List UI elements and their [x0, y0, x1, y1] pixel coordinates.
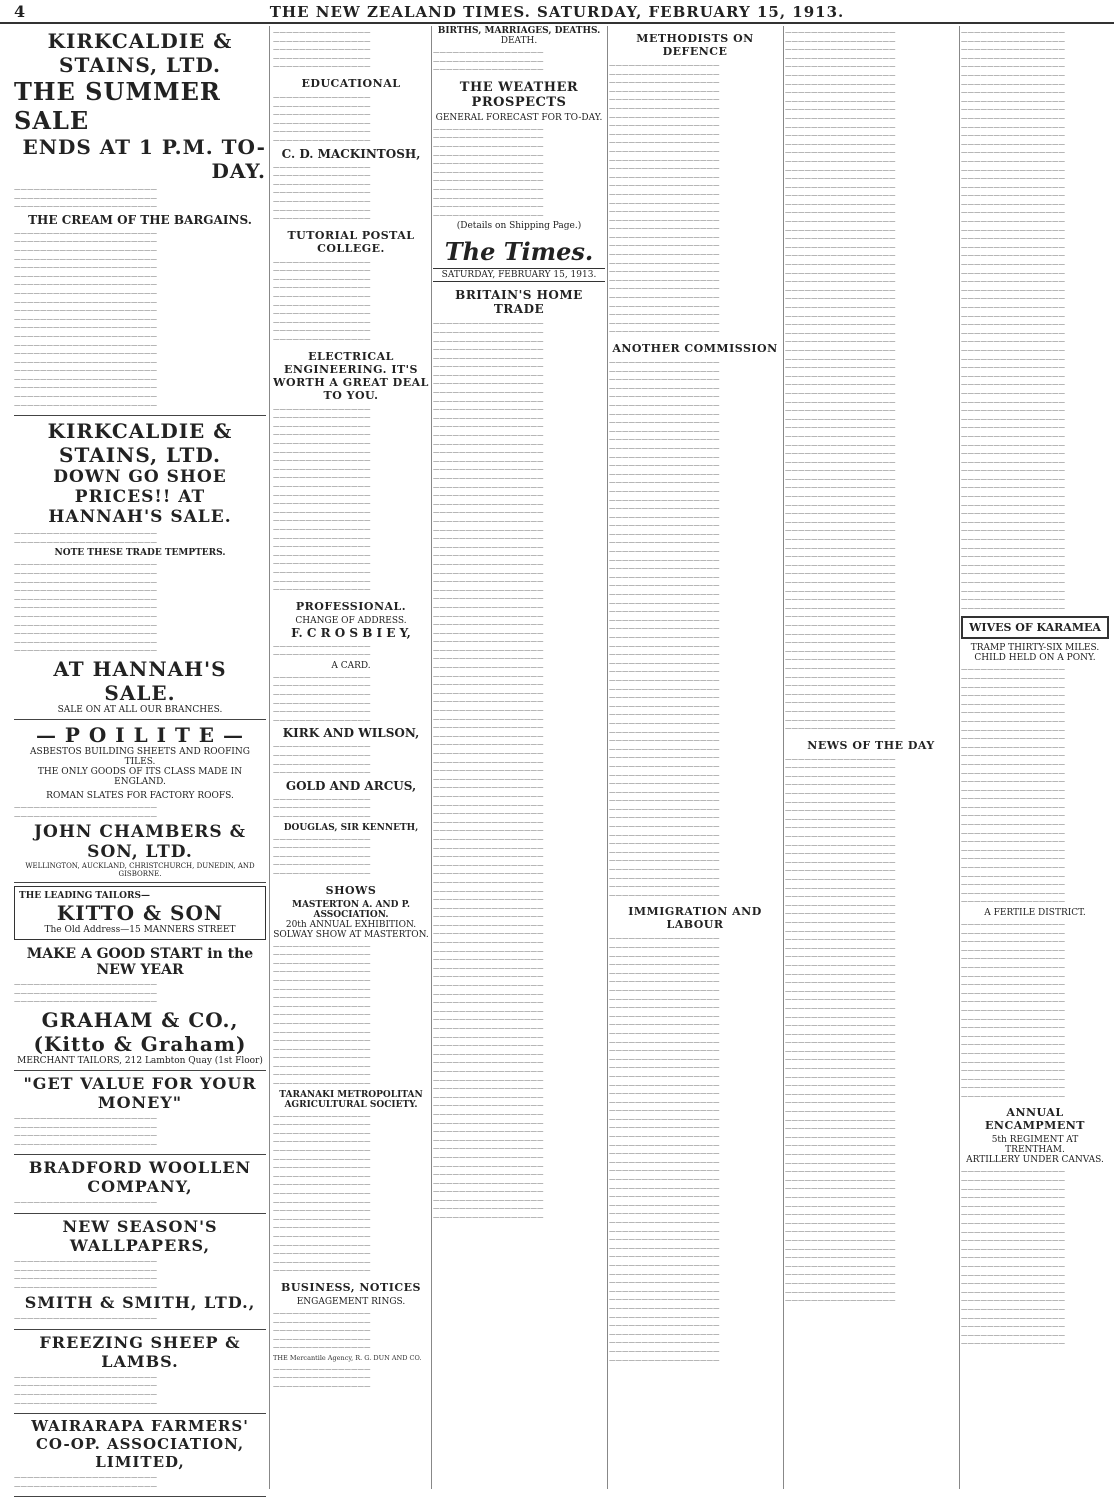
taranaki-society: TARANAKI METROPOLITAN AGRICULTURAL SOCIETY.	[279, 1089, 423, 1110]
electrical-body: ——————————————— ——————————————— ——————————————— ——————————————— ——————————————— ——————————————— ——————————————— ——————————————— ——————————————— ——————————————— ——————————————— ——————————————— ——————————————— ——————————————— ——————————————— ——————————————— ——————————————— ——————————————— ——————————————— ——————————————— ——————————————— ———————————————	[273, 404, 371, 594]
newspaper-title: THE NEW ZEALAND TIMES. SATURDAY, FEBRUARY 15, 1913.	[269, 3, 845, 21]
times-logo: The Times.	[444, 237, 594, 267]
postal-college-body: ——————————————— ——————————————— ——————————————— ——————————————— ——————————————— ——————————————— ——————————————— ——————————————— ——————————————— ———————————————	[273, 257, 371, 344]
shipping-note: (Details on Shipping Page.)	[456, 221, 582, 232]
smith-address: ——————————————————————	[14, 1314, 157, 1323]
freezing-body: —————————————————————— —————————————————————— —————————————————————— ——————————————————————	[14, 1372, 157, 1407]
fertile-district: A FERTILE DISTRICT.	[984, 908, 1086, 918]
cream-heading: THE CREAM OF THE BARGAINS.	[28, 212, 252, 227]
value-advert	[14, 1071, 266, 1155]
immigration-heading: IMMIGRATION AND LABOUR	[628, 905, 762, 932]
graham-body: —————————————————————— —————————————————————— ——————————————————————	[14, 980, 157, 1006]
kirkcaldie-advert	[14, 26, 266, 416]
column-rule	[431, 26, 432, 1489]
show-details: ——————————————— ——————————————— ——————————————— ——————————————— ——————————————— ——————————————— ——————————————— ——————————————— ——————————————— ——————————————— ——————————————— ——————————————— ——————————————— ——————————————— ——————————————— ——————————————— ———————————————	[273, 941, 371, 1088]
methodists-heading: METHODISTS ON DEFENCE	[636, 32, 754, 58]
wairarapa-body: —————————————————————— ——————————————————————	[14, 1473, 157, 1490]
freezing-title: FREEZING SHEEP & LAMBS.	[39, 1332, 241, 1371]
roman-slates: ROMAN SLATES FOR FACTORY ROOFS.	[46, 790, 234, 801]
professional-heading: PROFESSIONAL.	[295, 599, 407, 613]
engagement-body: ——————————————— ——————————————— ——————————————— ——————————————— ———————————————	[273, 1308, 371, 1352]
graham-title: GRAHAM & CO., (Kitto & Graham)	[33, 1007, 247, 1056]
editorial-column	[433, 26, 605, 1489]
britain-home-trade: BRITAIN'S HOME TRADE	[455, 288, 583, 317]
shows-heading: SHOWS	[325, 883, 377, 897]
value-body: —————————————————————— —————————————————————— —————————————————————— ——————————————————————	[14, 1113, 157, 1148]
engagement-rings: ENGAGEMENT RINGS.	[296, 1296, 406, 1307]
karamea-column	[961, 26, 1109, 1489]
tramp-subheading: TRAMP THIRTY-SIX MILES.	[970, 643, 1100, 654]
column-rule	[959, 26, 960, 1489]
wairarapa-advert	[14, 1414, 266, 1497]
trade-tempters: NOTE THESE TRADE TEMPTERS.	[54, 548, 226, 559]
chambers-title: JOHN CHAMBERS & SON, LTD.	[34, 822, 246, 863]
column-rule	[607, 26, 608, 1489]
methodists-article: ————————————————— ————————————————— ————————————————— ————————————————— ————————————————— ————————————————— ————————————————— ————————————————— ————————————————— ————————————————— ————————————————— ————————————————— ————————————————— ————————————————— ————————————————— ————————————————— ————————————————— ————————————————— ————————————————— ————————————————— ————————————————— ————————————————— ————————————————— ————————————————— ————————————————— ————————————————— ————————————————— ————————————————— ————————————————— ————————————————— ————————————————— —————————————————	[609, 61, 720, 336]
crosbie-body: ——————————————— ———————————————	[273, 641, 371, 659]
advert-body-text: —————————————————————— —————————————————————— ——————————————————————	[14, 185, 157, 211]
kitto-title: KITTO & SON	[56, 901, 224, 926]
business-notices-heading: BUSINESS, NOTICES	[281, 1280, 421, 1294]
wallpaper-body: —————————————————————— —————————————————————— —————————————————————— ——————————————————————	[14, 1256, 157, 1291]
postal-college-heading: TUTORIAL POSTAL COLLEGE.	[287, 228, 415, 255]
freezing-advert	[14, 1330, 266, 1414]
electrical-heading: ELECTRICAL ENGINEERING. IT'S WORTH A GREAT DEAL TO YOU.	[273, 349, 429, 402]
commission-heading: ANOTHER COMMISSION	[612, 342, 778, 355]
news-continued: ————————————————— ————————————————— ————————————————— ————————————————— ————————————————— ————————————————— ————————————————— ————————————————— ————————————————— ————————————————— ————————————————— ————————————————— ————————————————— ————————————————— ————————————————— ————————————————— ————————————————— ————————————————— ————————————————— ————————————————— ————————————————— ————————————————— ————————————————— ————————————————— ————————————————— ————————————————— ————————————————— ————————————————— ————————————————— ————————————————— ————————————————— ————————————————— ————————————————— ————————————————— ————————————————— ————————————————— ————————————————— ————————————————— ————————————————— ————————————————— ————————————————— ————————————————— ————————————————— ————————————————— ————————————————— ————————————————— ————————————————— ————————————————— ————————————————— ————————————————— ————————————————— ————————————————— ————————————————— ————————————————— ————————————————— ————————————————— ————————————————— ————————————————— ————————————————— ————————————————— ————————————————— ————————————————— ————————————————— ————————————————— ————————————————— ————————————————— ————————————————— ————————————————— ————————————————— ————————————————— ————————————————— ————————————————— ————————————————— ————————————————— ————————————————— ————————————————— ————————————————— ————————————————— ————————————————— ————————————————— ————————————————— —————————————————	[785, 28, 896, 733]
shoe-prices-title: DOWN GO SHOE PRICES!! AT HANNAH'S SALE.	[48, 467, 232, 528]
methodists-column	[609, 26, 781, 1489]
taranaki-details: ——————————————— ——————————————— ——————————————— ——————————————— ——————————————— ——————————————— ——————————————— ——————————————— ——————————————— ——————————————— ——————————————— ——————————————— ——————————————— ——————————————— ——————————————— ——————————————— ——————————————— ——————————————— ———————————————	[273, 1111, 371, 1275]
crosbie-name: F. C R O S B I E Y,	[291, 625, 411, 640]
immigration-article: ————————————————— ————————————————— ————————————————— ————————————————— ————————————————— ————————————————— ————————————————— ————————————————— ————————————————— ————————————————— ————————————————— ————————————————— ————————————————— ————————————————— ————————————————— ————————————————— ————————————————— ————————————————— ————————————————— ————————————————— ————————————————— ————————————————— ————————————————— ————————————————— ————————————————— ————————————————— ————————————————— ————————————————— ————————————————— ————————————————— ————————————————— ————————————————— ————————————————— ————————————————— ————————————————— ————————————————— ————————————————— ————————————————— ————————————————— ————————————————— ————————————————— ————————————————— ————————————————— ————————————————— ————————————————— ————————————————— ————————————————— ————————————————— ————————————————— —————————————————	[609, 934, 720, 1364]
wallpapers-title: NEW SEASON'S WALLPAPERS,	[62, 1216, 218, 1255]
editorial-date: SATURDAY, FEBRUARY 15, 1913.	[433, 268, 605, 282]
graham-advert	[14, 943, 266, 1071]
kitto-address: The Old Address—15 MANNERS STREET	[44, 925, 236, 936]
kirk-wilson-name: KIRK AND WILSON,	[282, 726, 420, 741]
weather-body: ————————————————— ————————————————— ————————————————— ————————————————— ————————————————— ————————————————— ————————————————— ————————————————— ————————————————— ————————————————— —————————————————	[433, 124, 544, 219]
card-heading: A CARD.	[331, 660, 371, 671]
graham-address: MERCHANT TAILORS, 212 Lambton Quay (1st Floor)	[17, 1055, 263, 1066]
good-start-title: MAKE A GOOD START in the NEW YEAR	[26, 946, 254, 979]
news-of-the-day-heading: NEWS OF THE DAY	[807, 738, 935, 752]
column-rule	[783, 26, 784, 1489]
bradford-body: ——————————————————————	[14, 1198, 157, 1207]
poilite-advert	[14, 720, 266, 883]
notices-column	[273, 26, 429, 1489]
kirkcaldie-title: KIRKCALDIE & STAINS, LTD.	[47, 29, 233, 77]
mackintosh-name: C. D. MACKINTOSH,	[281, 146, 421, 161]
change-of-address: CHANGE OF ADDRESS.	[295, 615, 407, 626]
bargain-list: —————————————————————— —————————————————————— —————————————————————— —————————————————————— —————————————————————— —————————————————————— —————————————————————— —————————————————————— —————————————————————— —————————————————————— —————————————————————— —————————————————————— —————————————————————— —————————————————————— —————————————————————— —————————————————————— —————————————————————— —————————————————————— —————————————————————— —————————————————————— ——————————————————————	[14, 228, 157, 409]
karamea-article: ———————————————— ———————————————— ———————————————— ———————————————— ———————————————— ———————————————— ———————————————— ———————————————— ———————————————— ———————————————— ———————————————— ———————————————— ———————————————— ———————————————— ———————————————— ———————————————— ———————————————— ———————————————— ———————————————— ———————————————— ———————————————— ———————————————— ———————————————— ———————————————— ———————————————— ———————————————— ———————————————— ————————————————	[961, 665, 1065, 906]
dun-agency: THE Mercantile Agency, R. G. DUN AND CO.	[273, 1353, 422, 1362]
card-body: ——————————————— ——————————————— ——————————————— ——————————————— ——————————————— ———————————————	[273, 672, 371, 724]
news-article: ————————————————— ————————————————— ————————————————— ————————————————— ————————————————— ————————————————— ————————————————— ————————————————— ————————————————— ————————————————— ————————————————— ————————————————— ————————————————— ————————————————— ————————————————— ————————————————— ————————————————— ————————————————— ————————————————— ————————————————— ————————————————— ————————————————— ————————————————— ————————————————— ————————————————— ————————————————— ————————————————— ————————————————— ————————————————— ————————————————— ————————————————— ————————————————— ————————————————— ————————————————— ————————————————— ————————————————— ————————————————— ————————————————— ————————————————— ————————————————— ————————————————— ————————————————— ————————————————— ————————————————— ————————————————— ————————————————— ————————————————— ————————————————— ————————————————— ————————————————— ————————————————— ————————————————— ————————————————— ————————————————— ————————————————— ————————————————— ————————————————— ————————————————— ————————————————— ————————————————— ————————————————— ————————————————— ————————————————— —————————————————	[785, 754, 896, 1305]
weather-heading: THE WEATHER PROSPECTS	[459, 79, 579, 110]
poilite-subtitle: ASBESTOS BUILDING SHEETS AND ROOFING TILES.	[30, 746, 250, 767]
poilite-subtitle-2: THE ONLY GOODS OF ITS CLASS MADE IN ENGLAND.	[37, 766, 243, 787]
births-heading: BIRTHS, MARRIAGES, DEATHS.	[437, 26, 601, 36]
kirkcaldie-footer: KIRKCALDIE & STAINS, LTD.	[47, 419, 233, 468]
poilite-body: —————————————————————— ——————————————————————	[14, 802, 157, 820]
fertile-article: ———————————————— ———————————————— ———————————————— ———————————————— ———————————————— ———————————————— ———————————————— ———————————————— ———————————————— ———————————————— ———————————————— ———————————————— ———————————————— ———————————————— ———————————————— ———————————————— ———————————————— ———————————————— ———————————————— ———————————————— ————————————————	[961, 920, 1065, 1100]
column-six-intro: ———————————————— ———————————————— ———————————————— ———————————————— ———————————————— ———————————————— ———————————————— ———————————————— ———————————————— ———————————————— ———————————————— ———————————————— ———————————————— ———————————————— ———————————————— ———————————————— ———————————————— ———————————————— ———————————————— ———————————————— ———————————————— ———————————————— ———————————————— ———————————————— ———————————————— ———————————————— ———————————————— ———————————————— ———————————————— ———————————————— ———————————————— ———————————————— ———————————————— ———————————————— ———————————————— ———————————————— ———————————————— ———————————————— ———————————————— ———————————————— ———————————————— ———————————————— ———————————————— ———————————————— ———————————————— ———————————————— ———————————————— ———————————————— ———————————————— ———————————————— ———————————————— ———————————————— ———————————————— ———————————————— ———————————————— ———————————————— ———————————————— ———————————————— ———————————————— ———————————————— ———————————————— ———————————————— ———————————————— ———————————————— ———————————————— ———————————————— ———————————————— ————————————————	[961, 28, 1065, 612]
leading-tailors: THE LEADING TAILORS—	[19, 891, 150, 902]
gold-arcus-body: ——————————————— ——————————————— ———————————————	[273, 794, 371, 820]
masterton-association: MASTERTON A. AND P. ASSOCIATION.	[291, 899, 411, 920]
death-heading: DEATH.	[500, 36, 538, 46]
smith-title: SMITH & SMITH, LTD.,	[24, 1293, 256, 1313]
solway-show: SOLWAY SHOW AT MASTERTON.	[273, 929, 429, 940]
bradford-advert	[14, 1155, 266, 1214]
kirk-wilson-body: ——————————————— ——————————————— ——————————————— ———————————————	[273, 742, 371, 777]
value-title: "GET VALUE FOR YOUR MONEY"	[23, 1073, 257, 1112]
column-rule	[269, 26, 270, 1489]
summer-sale-subtitle: ENDS AT 1 P.M. TO-DAY.	[22, 135, 266, 183]
annual-exhibition: 20th ANNUAL EXHIBITION.	[285, 919, 417, 930]
picnic-notice: ——————————————— ——————————————— ——————————————— ——————————————— ———————————————	[273, 28, 371, 71]
commission-article: ————————————————— ————————————————— ————————————————— ————————————————— ————————————————— ————————————————— ————————————————— ————————————————— ————————————————— ————————————————— ————————————————— ————————————————— ————————————————— ————————————————— ————————————————— ————————————————— ————————————————— ————————————————— ————————————————— ————————————————— ————————————————— ————————————————— ————————————————— ————————————————— ————————————————— ————————————————— ————————————————— ————————————————— ————————————————— ————————————————— ————————————————— ————————————————— ————————————————— ————————————————— ————————————————— ————————————————— ————————————————— ————————————————— ————————————————— ————————————————— ————————————————— ————————————————— ————————————————— ————————————————— ————————————————— ————————————————— ————————————————— ————————————————— ————————————————— ————————————————— ————————————————— ————————————————— ————————————————— ————————————————— ————————————————— ————————————————— ————————————————— ————————————————— ————————————————— ————————————————— ————————————————— ————————————————— —————————————————	[609, 358, 720, 899]
chambers-locations: WELLINGTON, AUCKLAND, CHRISTCHURCH, DUNEDIN, AND GISBORNE.	[25, 862, 255, 879]
artillery-subheading: ARTILLERY UNDER CANVAS.	[966, 1155, 1104, 1166]
encampment-heading: ANNUAL ENCAMPMENT	[985, 1106, 1085, 1133]
britain-article: ————————————————— ————————————————— ————————————————— ————————————————— ————————————————— ————————————————— ————————————————— ————————————————— ————————————————— ————————————————— ————————————————— ————————————————— ————————————————— ————————————————— ————————————————— ————————————————— ————————————————— ————————————————— ————————————————— ————————————————— ————————————————— ————————————————— ————————————————— ————————————————— ————————————————— ————————————————— ————————————————— ————————————————— ————————————————— ————————————————— ————————————————— ————————————————— ————————————————— ————————————————— ————————————————— ————————————————— ————————————————— ————————————————— ————————————————— ————————————————— ————————————————— ————————————————— ————————————————— ————————————————— ————————————————— ————————————————— ————————————————— ————————————————— ————————————————— ————————————————— ————————————————— ————————————————— ————————————————— ————————————————— ————————————————— ————————————————— ————————————————— ————————————————— ————————————————— ————————————————— ————————————————— ————————————————— ————————————————— ————————————————— ————————————————— ————————————————— ————————————————— ————————————————— ————————————————— ————————————————— ————————————————— ————————————————— ————————————————— ————————————————— ————————————————— ————————————————— ————————————————— ————————————————— ————————————————— ————————————————— ————————————————— ————————————————— ————————————————— ————————————————— ————————————————— ————————————————— ————————————————— ————————————————— ————————————————— ————————————————— ————————————————— ————————————————— ————————————————— ————————————————— ————————————————— ————————————————— ————————————————— ————————————————— ————————————————— ————————————————— ————————————————— ————————————————— ————————————————— ————————————————— —————————————————	[433, 319, 544, 1222]
shoe-price-list: —————————————————————— —————————————————————— —————————————————————— —————————————————————— —————————————————————— —————————————————————— —————————————————————— —————————————————————— —————————————————————— —————————————————————— ——————————————————————	[14, 560, 157, 655]
masthead	[0, 0, 1114, 24]
wallpaper-advert	[14, 1214, 266, 1330]
gold-arcus-name: GOLD AND ARCUS,	[285, 778, 417, 793]
douglas-name: DOUGLAS, SIR KENNETH,	[283, 822, 419, 833]
poilite-title: — P O I L I T E —	[35, 722, 245, 747]
page-number: 4	[14, 2, 26, 21]
bradford-title: BRADFORD WOOLLEN COMPANY,	[28, 1158, 252, 1197]
child-pony-subheading: CHILD HELD ON A PONY.	[974, 653, 1096, 664]
regiment-subheading: 5th REGIMENT AT TRENTHAM.	[991, 1135, 1079, 1156]
hannah-branches: SALE ON AT ALL OUR BRANCHES.	[57, 704, 223, 715]
hannah-sale: AT HANNAH'S SALE.	[53, 656, 227, 705]
educational-notice: ——————————————— ——————————————— ——————————————— ——————————————— ——————————————— ———————————————	[273, 92, 371, 144]
news-column	[785, 26, 957, 1489]
wairarapa-title: WAIRARAPA FARMERS' CO-OP. ASSOCIATION, LIMITED,	[31, 1417, 249, 1472]
advert-column	[14, 26, 266, 1489]
hannah-advert	[14, 416, 266, 720]
kitto-advert	[14, 886, 266, 940]
educational-heading: EDUCATIONAL	[301, 76, 401, 90]
encampment-article: ———————————————— ———————————————— ———————————————— ———————————————— ———————————————— ———————————————— ———————————————— ———————————————— ———————————————— ———————————————— ———————————————— ———————————————— ———————————————— ———————————————— ———————————————— ———————————————— ———————————————— ———————————————— ———————————————— ———————————————— ————————————————	[961, 1167, 1065, 1348]
mackintosh-body: ——————————————— ——————————————— ——————————————— ——————————————— ——————————————— ——————————————— ———————————————	[273, 162, 371, 223]
death-notice: ————————————————— ————————————————— —————————————————	[433, 48, 544, 74]
douglas-body: ——————————————— ——————————————— ——————————————— ——————————————— ———————————————	[273, 834, 371, 877]
shoe-intro: —————————————————————— ——————————————————————	[14, 529, 157, 546]
summer-sale-title: THE SUMMER SALE	[14, 77, 221, 135]
dun-body: ——————————————— ——————————————— ———————————————	[273, 1364, 371, 1390]
weather-forecast-heading: GENERAL FORECAST FOR TO-DAY.	[435, 112, 603, 123]
karamea-heading: WIVES OF KARAMEA	[961, 616, 1109, 639]
